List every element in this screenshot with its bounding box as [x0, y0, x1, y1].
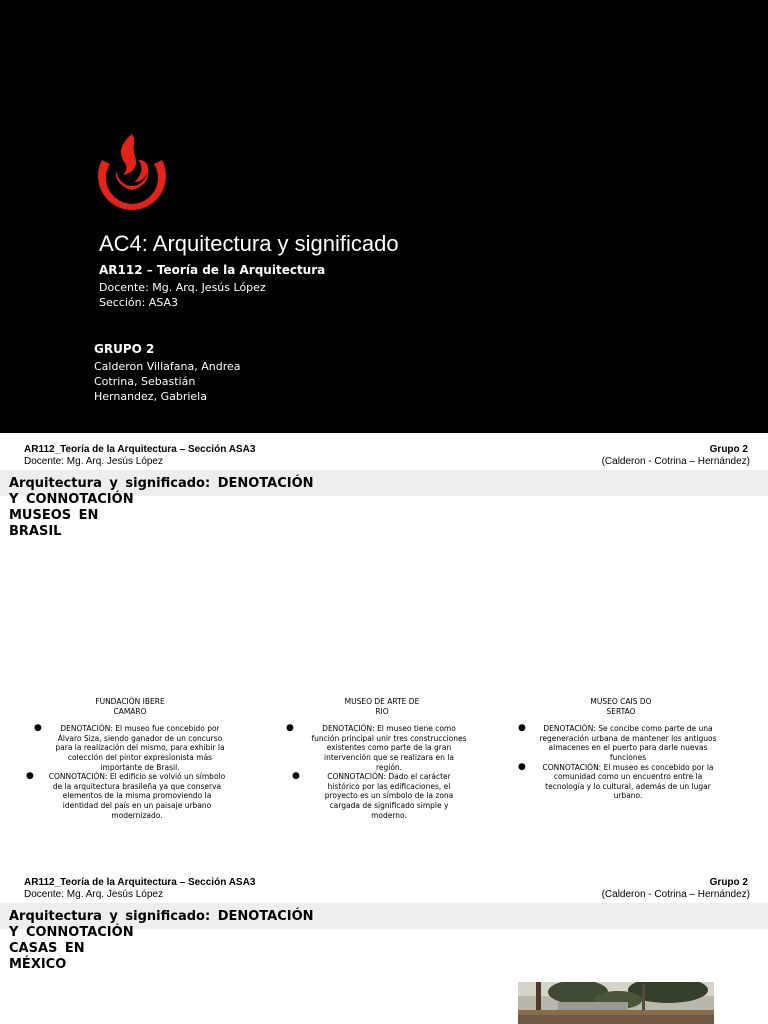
text-line: de la arquitectura brasileña ya que conserva	[52, 781, 222, 791]
museum-title-line: CAMARO	[113, 706, 147, 716]
group-member: Hernandez, Gabriela	[94, 390, 207, 403]
cover-title: AC4: Arquitectura y significado	[99, 231, 399, 256]
museum-title	[20, 697, 240, 716]
text-line: intervención que se realizara en la	[324, 752, 454, 762]
section-title	[9, 909, 314, 973]
text-line: colección del pintor expresionista más	[67, 752, 213, 762]
text-line: importante de Brasil.	[100, 762, 180, 772]
text-line: cargada de significado simple y	[329, 800, 449, 810]
museum-title	[272, 697, 492, 716]
course-name: AR112 – Teoría de la Arquitectura	[99, 263, 326, 277]
header-members: (Calderon - Cotrina – Hernández)	[601, 456, 750, 467]
section-title-line: CASAS EN	[9, 941, 85, 956]
section-title	[9, 476, 314, 540]
museum-title-line: MUSEO DE ARTE DE	[344, 697, 420, 706]
group-label: GRUPO 2	[94, 342, 155, 356]
text-line: DENOTACIÓN: El museo tiene como	[322, 724, 456, 734]
museum-bullets	[508, 724, 734, 801]
museum-title-line: SERTAO	[606, 706, 636, 716]
text-line: regeneración urbana de mantener los antiguos	[539, 733, 717, 743]
museum-title-line: RIO	[375, 706, 389, 716]
bullet-icon: ●	[34, 723, 42, 734]
header-teacher: Docente: Mg. Arq. Jesús López	[24, 456, 163, 467]
museum-bullets	[20, 724, 240, 820]
museum-card-arte-de-rio	[272, 697, 492, 820]
text-line: CONNOTACIÓN: El museo es concebido por la	[542, 762, 714, 772]
connotation-item	[508, 763, 734, 801]
museum-card-ibere-camaro	[20, 697, 240, 820]
connotation-item	[20, 772, 240, 820]
bullet-icon: ●	[518, 723, 526, 734]
section-name: Sección: ASA3	[99, 296, 179, 309]
bullet-icon: ●	[286, 723, 294, 734]
denotation-item	[272, 724, 492, 772]
upc-flame-logo	[92, 130, 172, 210]
text-line: modernizado.	[111, 810, 163, 820]
text-line: histórico por las edificaciones, el	[327, 781, 451, 791]
section-title-line: Y CONNOTACIÓN	[9, 925, 134, 940]
header-group: Grupo 2	[709, 877, 748, 888]
text-line: DENOTACIÓN: El museo fue concebido por	[60, 724, 220, 734]
museum-card-cais-do-sertao	[508, 697, 734, 801]
house-photo	[518, 982, 714, 1024]
text-line: existentes como parte de la gran	[326, 743, 452, 753]
text-line: elementos de la misma promoviendo la	[62, 791, 212, 801]
denotation-item	[20, 724, 240, 772]
text-line: comunidad como un encuentro entre la	[553, 772, 703, 782]
header-course-section: AR112_Teoría de la Arquitectura – Sección ASA3	[24, 444, 256, 455]
text-line: región.	[375, 762, 403, 772]
text-line: almacenes en el puerto para darle nuevas	[548, 743, 708, 753]
text-line: CONNOTACIÓN: El edificio se volvió un símbolo	[48, 772, 226, 782]
text-line: tecnología y lo cultural, además de un lugar	[545, 781, 711, 791]
group-member: Calderon Villafana, Andrea	[94, 360, 241, 373]
museum-bullets	[272, 724, 492, 820]
section-title-line: Arquitectura y significado: DENOTACIÓN	[9, 476, 314, 491]
section-title-line: BRASIL	[9, 524, 62, 539]
text-line: para la realización del mismo, para exhibir la	[55, 743, 225, 753]
teacher-name: Docente: Mg. Arq. Jesús López	[99, 281, 266, 294]
denotation-item	[508, 724, 734, 762]
header-teacher: Docente: Mg. Arq. Jesús López	[24, 889, 163, 900]
section-title-line: Y CONNOTACIÓN	[9, 492, 134, 507]
text-line: identidad del país en un paisaje urbano	[62, 800, 212, 810]
museum-title	[508, 697, 734, 716]
header-course-section: AR112_Teoría de la Arquitectura – Sección ASA3	[24, 877, 256, 888]
section-title-line: MUSEOS EN	[9, 508, 99, 523]
bullet-icon: ●	[292, 771, 300, 782]
text-line: proyecto es un símbolo de la zona	[324, 791, 454, 801]
museum-title-line: FUNDACIÓN IBERE	[95, 697, 165, 706]
section-title-line: Arquitectura y significado: DENOTACIÓN	[9, 909, 314, 924]
text-line: moderno.	[371, 810, 407, 820]
group-member: Cotrina, Sebastián	[94, 375, 196, 388]
header-group: Grupo 2	[709, 444, 748, 455]
cover-slide	[0, 0, 768, 433]
text-line: funciones	[609, 752, 647, 762]
bullet-icon: ●	[518, 761, 526, 772]
museum-title-line: MUSEO CAIS DO	[590, 697, 652, 706]
text-line: CONNOTACIÓN: Dado el carácter	[327, 772, 451, 782]
section-title-line: MÉXICO	[9, 957, 67, 972]
text-line: función principal unir tres construcciones	[311, 733, 467, 743]
text-line: DENOTACIÓN: Se concibe como parte de una	[543, 724, 713, 734]
text-line: Álvaro Siza, siendo ganador de un concurso	[57, 733, 223, 743]
text-line: urbano.	[613, 791, 643, 801]
connotation-item	[272, 772, 492, 820]
bullet-icon: ●	[26, 771, 34, 782]
header-members: (Calderon - Cotrina – Hernández)	[601, 889, 750, 900]
